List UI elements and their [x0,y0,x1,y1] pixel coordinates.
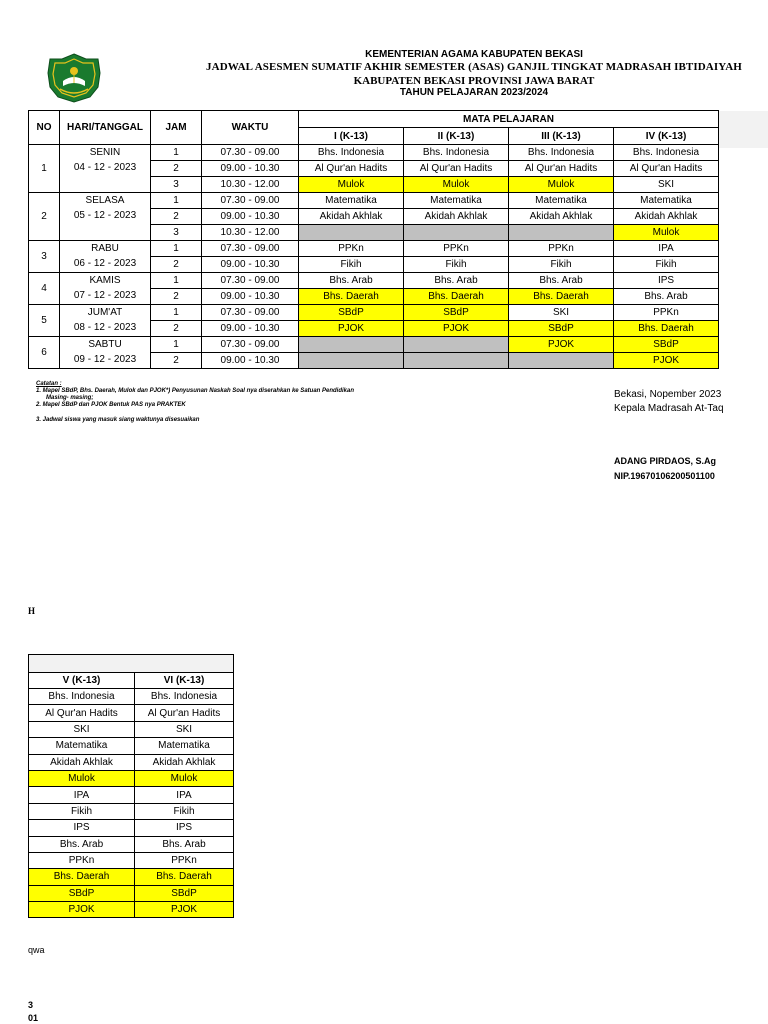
subject-cell [299,337,404,353]
subject-cell: Akidah Akhlak [404,209,509,225]
subject-cell: Matematika [135,738,234,754]
subject-cell: Bhs. Indonesia [135,689,234,705]
day-date: 07 - 12 - 2023 [73,290,137,301]
time-cell: 10.30 - 12.00 [202,177,299,193]
page2-fragment-qwa: qwa [28,945,45,955]
header-year: TAHUN PELAJARAN 2023/2024 [399,87,549,98]
jam-cell: 1 [151,337,202,353]
day-name: SELASA [85,195,125,206]
subject-cell: PPKn [299,241,404,257]
subject-cell: Bhs. Daerah [29,869,135,885]
subject-cell: Bhs. Daerah [614,321,719,337]
subject-cell: Bhs. Arab [29,836,135,852]
day-cell [60,145,151,193]
grade-header: V (K-13) [29,673,135,689]
subject-cell: SKI [29,721,135,737]
subject-cell: PJOK [135,902,234,918]
subject-cell: Akidah Akhlak [614,209,719,225]
subject-cell: SKI [509,305,614,321]
time-cell: 07.30 - 09.00 [202,241,299,257]
page2-fragment-01: 01 [28,1013,39,1023]
schedule-table-continued [28,654,234,918]
subject-cell: Al Qur'an Hadits [614,161,719,177]
subject-cell: Bhs. Daerah [404,289,509,305]
schedule-row [29,241,719,257]
time-cell: 09.00 - 10.30 [202,353,299,369]
col-header-no: NO [29,111,60,145]
schedule-row [29,820,234,836]
schedule-row [29,770,234,786]
subject-cell: SBdP [404,305,509,321]
subject-cell: Al Qur'an Hadits [135,705,234,721]
day-cell [60,337,151,369]
subject-cell: Bhs. Arab [509,273,614,289]
subject-cell: IPS [135,820,234,836]
day-date: 09 - 12 - 2023 [73,354,137,365]
time-cell: 07.30 - 09.00 [202,337,299,353]
subject-cell: PJOK [29,902,135,918]
header-title: JADWAL ASESMEN SUMATIF AKHIR SEMESTER (ASAS) GANJIL TINGKAT MADRASAH IBTIDAIYAH [206,61,742,73]
subject-cell: Matematika [299,193,404,209]
day-cell [60,305,151,337]
subject-cell: Fikih [404,257,509,273]
schedule-row [29,689,234,705]
header-ministry: KEMENTERIAN AGAMA KABUPATEN BEKASI [365,49,583,60]
page2-header-fragment: H [28,606,36,616]
subject-cell: Mulok [404,177,509,193]
subject-cell [299,225,404,241]
subject-cell: Bhs. Indonesia [404,145,509,161]
subject-cell: SBdP [299,305,404,321]
day-name: SABTU [88,339,122,350]
jam-cell: 2 [151,257,202,273]
time-cell: 09.00 - 10.30 [202,257,299,273]
subject-cell: PPKn [29,852,135,868]
day-cell [60,273,151,305]
page2-fragment-3: 3 [28,1000,34,1010]
subject-cell: Bhs. Daerah [135,869,234,885]
schedule-row [29,869,234,885]
subject-cell: PJOK [404,321,509,337]
time-cell: 10.30 - 12.00 [202,225,299,241]
grade-header: IV (K-13) [614,128,719,145]
subject-cell: Bhs. Daerah [299,289,404,305]
jam-cell: 3 [151,225,202,241]
subject-cell: Matematika [29,738,135,754]
subject-cell: SKI [135,721,234,737]
subject-cell: Akidah Akhlak [29,754,135,770]
subject-cell: IPA [614,241,719,257]
grade-header: II (K-13) [404,128,509,145]
subject-cell: SBdP [135,885,234,901]
jam-cell: 2 [151,321,202,337]
schedule-row [29,721,234,737]
jam-cell: 1 [151,305,202,321]
jam-cell: 2 [151,353,202,369]
day-date: 08 - 12 - 2023 [73,322,137,333]
note-item: 1. Mapel SBdP, Bhs. Daerah, Mulok dan PJOK*) Penyusunan Naskah Soal nya diserahkan ke Satuan Pendidikan [36,388,354,394]
subject-cell: Fikih [135,803,234,819]
subject-cell [509,225,614,241]
subject-cell: PPKn [614,305,719,321]
day-date: 06 - 12 - 2023 [73,258,137,269]
note-item-cont: Masing- masing; [46,395,94,401]
day-name: JUM'AT [87,307,123,318]
subject-cell: Bhs. Arab [135,836,234,852]
subject-cell [299,353,404,369]
day-name: KAMIS [89,275,121,286]
subject-cell: PPKn [509,241,614,257]
time-cell: 07.30 - 09.00 [202,273,299,289]
signature-position: Kepala Madrasah At-Taq [614,403,724,414]
subject-cell: Mulok [614,225,719,241]
notes-title: Catatan : [36,381,62,387]
subject-cell: Matematika [614,193,719,209]
subject-cell: Akidah Akhlak [509,209,614,225]
subject-cell: IPA [29,787,135,803]
schedule-row [29,803,234,819]
day-number: 1 [29,145,60,193]
page2-group-header [29,655,234,673]
jam-cell: 1 [151,193,202,209]
day-number: 5 [29,305,60,337]
subject-cell: Akidah Akhlak [299,209,404,225]
signature-nip: NIP.19670106200501100 [614,471,715,481]
schedule-row [29,852,234,868]
subject-cell: Al Qur'an Hadits [404,161,509,177]
jam-cell: 2 [151,209,202,225]
day-cell [60,241,151,273]
col-header-subjects: MATA PELAJARAN [299,111,719,128]
subject-cell: Bhs. Arab [299,273,404,289]
subject-cell: Fikih [509,257,614,273]
subject-cell: PPKn [135,852,234,868]
time-cell: 09.00 - 10.30 [202,321,299,337]
time-cell: 09.00 - 10.30 [202,209,299,225]
schedule-row [29,705,234,721]
grade-header: III (K-13) [509,128,614,145]
subject-cell: Al Qur'an Hadits [299,161,404,177]
schedule-row [29,836,234,852]
day-number: 3 [29,241,60,273]
header-region: KABUPATEN BEKASI PROVINSI JAWA BARAT [353,75,595,87]
subject-cell: Mulok [299,177,404,193]
subject-cell [404,337,509,353]
time-cell: 07.30 - 09.00 [202,145,299,161]
subject-cell [404,353,509,369]
header-band [718,111,768,148]
subject-cell: IPA [135,787,234,803]
time-cell: 07.30 - 09.00 [202,193,299,209]
note-item: 3. Jadwal siswa yang masuk siang waktunya disesuaikan [36,417,200,423]
jam-cell: 2 [151,161,202,177]
subject-cell: Bhs. Indonesia [509,145,614,161]
schedule-row [29,885,234,901]
jam-cell: 1 [151,241,202,257]
subject-cell: Mulok [135,770,234,786]
signature-name: ADANG PIRDAOS, S.Ag [614,456,717,466]
jam-cell: 3 [151,177,202,193]
subject-cell: PPKn [404,241,509,257]
day-name: SENIN [89,147,121,158]
subject-cell: Bhs. Arab [614,289,719,305]
schedule-row [29,273,719,289]
subject-cell: Bhs. Arab [404,273,509,289]
day-number: 4 [29,273,60,305]
subject-cell: Akidah Akhlak [135,754,234,770]
schedule-row [29,337,719,353]
schedule-row [29,902,234,918]
subject-cell: Fikih [299,257,404,273]
subject-cell: Mulok [509,177,614,193]
subject-cell: SKI [614,177,719,193]
subject-cell: Bhs. Indonesia [614,145,719,161]
subject-cell [509,353,614,369]
jam-cell: 1 [151,273,202,289]
subject-cell: Mulok [29,770,135,786]
time-cell: 09.00 - 10.30 [202,289,299,305]
subject-cell: PJOK [614,353,719,369]
schedule-row [29,738,234,754]
subject-cell: SBdP [614,337,719,353]
schedule-row [29,787,234,803]
note-item: 2. Mapel SBdP dan PJOK Bentuk PAS nya PRAKTEK [36,402,186,408]
grade-header: VI (K-13) [135,673,234,689]
subject-cell: Bhs. Daerah [509,289,614,305]
subject-cell: Fikih [614,257,719,273]
subject-cell: IPS [614,273,719,289]
col-header-jam: JAM [151,111,202,145]
subject-cell: Bhs. Indonesia [299,145,404,161]
jam-cell: 1 [151,145,202,161]
subject-cell: Matematika [404,193,509,209]
subject-cell: IPS [29,820,135,836]
time-cell: 07.30 - 09.00 [202,305,299,321]
subject-cell: Bhs. Indonesia [29,689,135,705]
subject-cell: Al Qur'an Hadits [29,705,135,721]
day-cell [60,193,151,241]
schedule-table [28,110,719,369]
grade-header: I (K-13) [299,128,404,145]
day-name: RABU [91,243,119,254]
time-cell: 09.00 - 10.30 [202,161,299,177]
schedule-row [29,145,719,161]
day-date: 05 - 12 - 2023 [73,210,137,221]
subject-cell: SBdP [29,885,135,901]
kementerian-agama-logo [46,53,102,103]
col-header-day: HARI/TANGGAL [60,111,151,145]
schedule-row [29,754,234,770]
notes [36,381,456,424]
col-header-time: WAKTU [202,111,299,145]
subject-cell: PJOK [299,321,404,337]
subject-cell: Al Qur'an Hadits [509,161,614,177]
schedule-row [29,193,719,209]
day-number: 6 [29,337,60,369]
day-number: 2 [29,193,60,241]
signature-place-date: Bekasi, Nopember 2023 [614,389,722,400]
subject-cell: SBdP [509,321,614,337]
day-date: 04 - 12 - 2023 [73,162,137,173]
subject-cell: Matematika [509,193,614,209]
subject-cell: PJOK [509,337,614,353]
subject-cell [404,225,509,241]
schedule-row [29,305,719,321]
subject-cell: Fikih [29,803,135,819]
jam-cell: 2 [151,289,202,305]
